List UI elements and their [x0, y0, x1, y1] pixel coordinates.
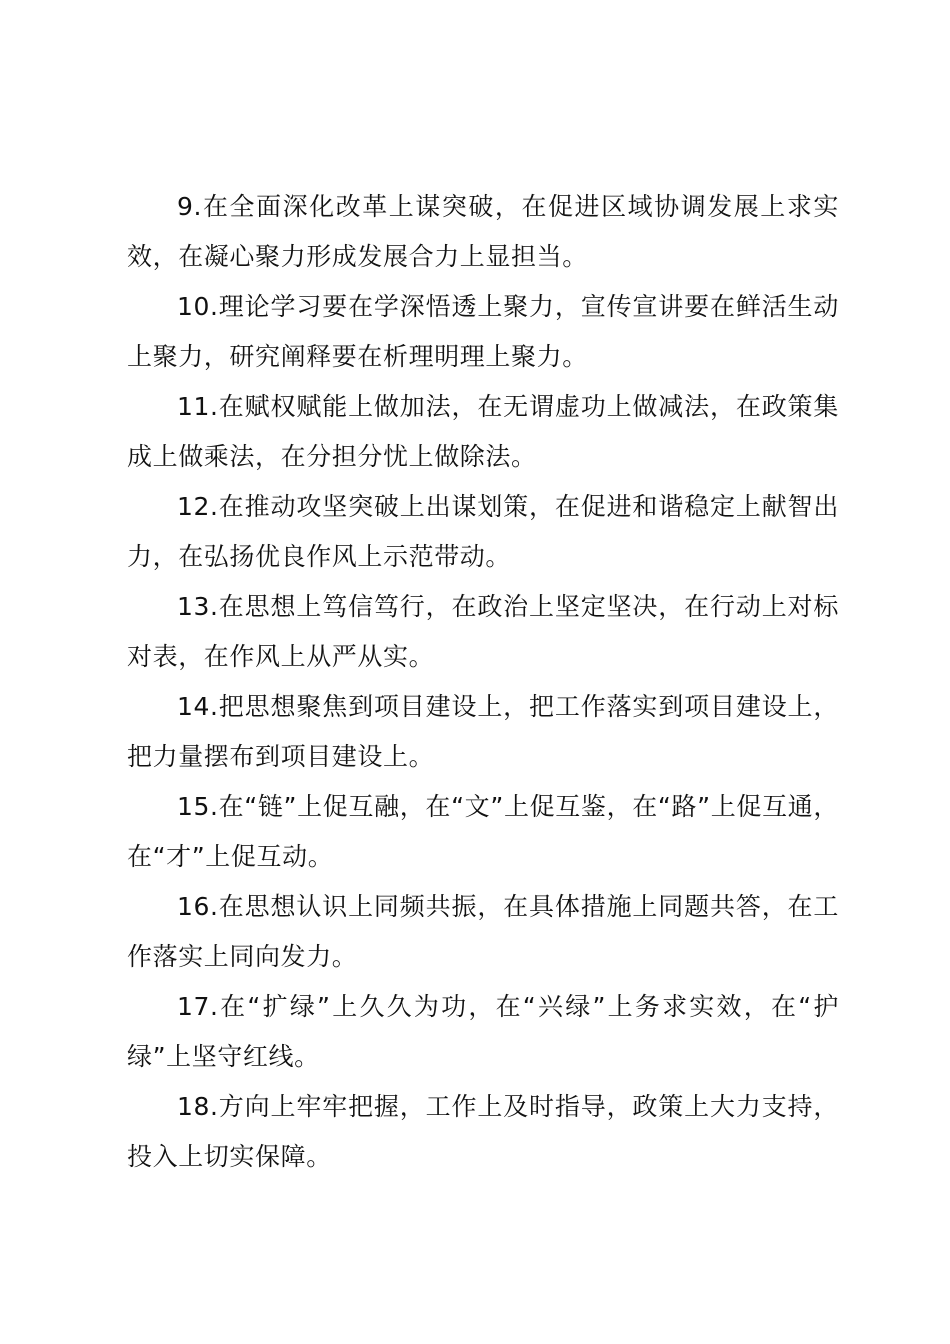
paragraph-12: 12.在推动攻坚突破上出谋划策，在促进和谐稳定上献智出力，在弘扬优良作风上示范带动。	[127, 492, 839, 571]
paragraph-15: 15.在“链”上促互融，在“文”上促互鉴，在“路”上促互通，在“才”上促互动。	[127, 792, 839, 871]
paragraph-16: 16.在思想认识上同频共振，在具体措施上同题共答，在工作落实上同向发力。	[127, 892, 839, 971]
paragraph-18: 18.方向上牢牢把握，工作上及时指导，政策上大力支持，投入上切实保障。	[127, 1092, 839, 1171]
paragraph-13: 13.在思想上笃信笃行，在政治上坚定坚决，在行动上对标对表，在作风上从严从实。	[127, 592, 839, 671]
paragraph-11: 11.在赋权赋能上做加法，在无谓虚功上做减法，在政策集成上做乘法，在分担分忧上做除法。	[127, 392, 839, 471]
paragraph-14: 14.把思想聚焦到项目建设上，把工作落实到项目建设上，把力量摆布到项目建设上。	[127, 692, 839, 771]
document-body	[127, 182, 839, 1182]
paragraph-17: 17.在“扩绿”上久久为功，在“兴绿”上务求实效，在“护绿”上坚守红线。	[127, 992, 839, 1071]
paragraph-10: 10.理论学习要在学深悟透上聚力，宣传宣讲要在鲜活生动上聚力，研究阐释要在析理明理上聚力。	[127, 292, 839, 371]
paragraph-9: 9.在全面深化改革上谋突破，在促进区域协调发展上求实效，在凝心聚力形成发展合力上显担当。	[127, 192, 839, 271]
